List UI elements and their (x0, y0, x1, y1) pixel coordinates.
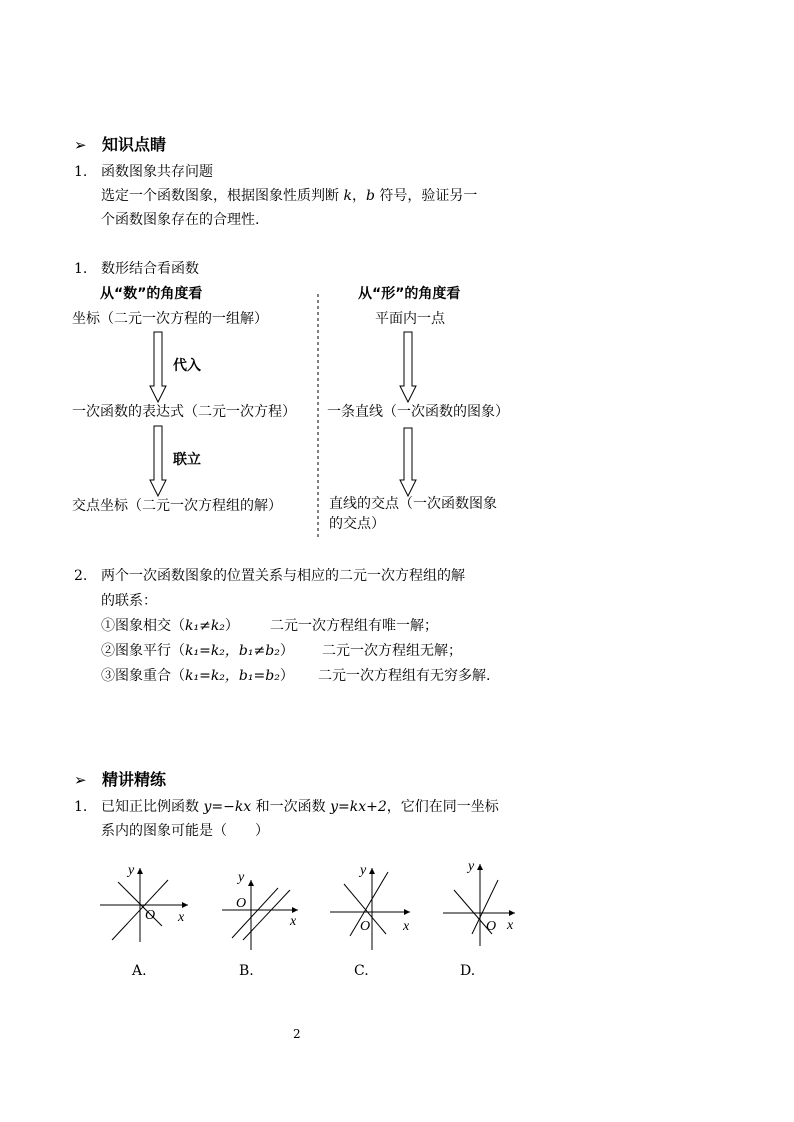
right-row2: 一条直线（一次函数的图象） (327, 404, 509, 420)
right-row1: 平面内一点 (375, 311, 445, 327)
choice-b: B. (239, 963, 254, 979)
left-row3: 交点坐标（二元一次方程组的解） (72, 498, 282, 514)
graph-a (100, 868, 188, 942)
case-coincide: ③图象重合（k₁=k₂，b₁=b₂） (101, 668, 294, 684)
left-row2: 一次函数的表达式（二元一次方程） (72, 404, 296, 420)
left-row1: 坐标（二元一次方程的一组解） (72, 311, 268, 327)
graph-d-o-label: O (486, 919, 497, 934)
item-title: 数形结合看函数 (101, 261, 199, 277)
left-column-header: 从“数”的角度看 (100, 286, 203, 302)
arrow-label-substitute: 代入 (173, 358, 201, 374)
graph-b-y-label: y (238, 870, 245, 885)
graph-b (222, 880, 298, 950)
case-coincide-result: 二元一次方程组有无穷多解. (318, 668, 491, 684)
item3-line2: 的联系： (101, 593, 157, 609)
section-bullet-icon: ➢ (74, 136, 87, 154)
graph-d-x-label: x (507, 918, 514, 933)
page-number: 2 (293, 1027, 301, 1041)
right-row3-line1: 直线的交点（一次函数图象 (329, 496, 497, 512)
item3-line1: 两个一次函数图象的位置关系与相应的二元一次方程组的解 (101, 568, 465, 584)
graph-d-y-label: y (468, 859, 475, 874)
case-parallel: ②图象平行（k₁=k₂，b₁≠b₂） (101, 643, 294, 659)
graph-d (443, 864, 515, 946)
graph-b-o-label: O (236, 896, 247, 911)
section-title-practice: 精讲精练 (102, 770, 167, 789)
question-number: 1. (74, 799, 88, 815)
graph-c-x-label: x (403, 919, 410, 934)
choice-d: D. (460, 963, 476, 979)
graph-c (330, 868, 410, 950)
choice-a: A. (132, 963, 147, 979)
right-column-header: 从“形”的角度看 (358, 286, 461, 302)
item-number: 1. (74, 164, 88, 180)
item-title: 函数图象共存问题 (101, 164, 213, 180)
case-parallel-result: 二元一次方程组无解； (322, 643, 462, 659)
question-line1: 已知正比例函数 y=−kx 和一次函数 y=kx+2，它们在同一坐标 (101, 799, 499, 815)
item-desc-line2: 个函数图象存在的合理性. (101, 212, 260, 228)
choice-c: C. (354, 963, 369, 979)
right-row3-line2: 的交点） (329, 516, 385, 532)
graph-c-y-label: y (360, 863, 367, 878)
arrow-label-combine: 联立 (173, 452, 201, 468)
section-title-knowledge: 知识点睛 (102, 135, 167, 154)
item-desc-line1: 选定一个函数图象，根据图象性质判断 k，b 符号，验证另一 (101, 188, 478, 204)
graph-a-y-label: y (128, 863, 135, 878)
item-number: 2. (74, 568, 88, 584)
graph-c-o-label: O (360, 919, 371, 934)
case-intersect: ①图象相交（k₁≠k₂） (101, 618, 239, 634)
case-intersect-result: 二元一次方程组有唯一解； (270, 618, 438, 634)
graph-a-o-label: O (145, 908, 156, 923)
graph-a-x-label: x (178, 910, 185, 925)
section-bullet-icon: ➢ (74, 771, 87, 789)
item-number: 1. (74, 261, 88, 277)
graph-b-x-label: x (290, 914, 297, 929)
question-line2: 系内的图象可能是（ ） (101, 823, 269, 839)
